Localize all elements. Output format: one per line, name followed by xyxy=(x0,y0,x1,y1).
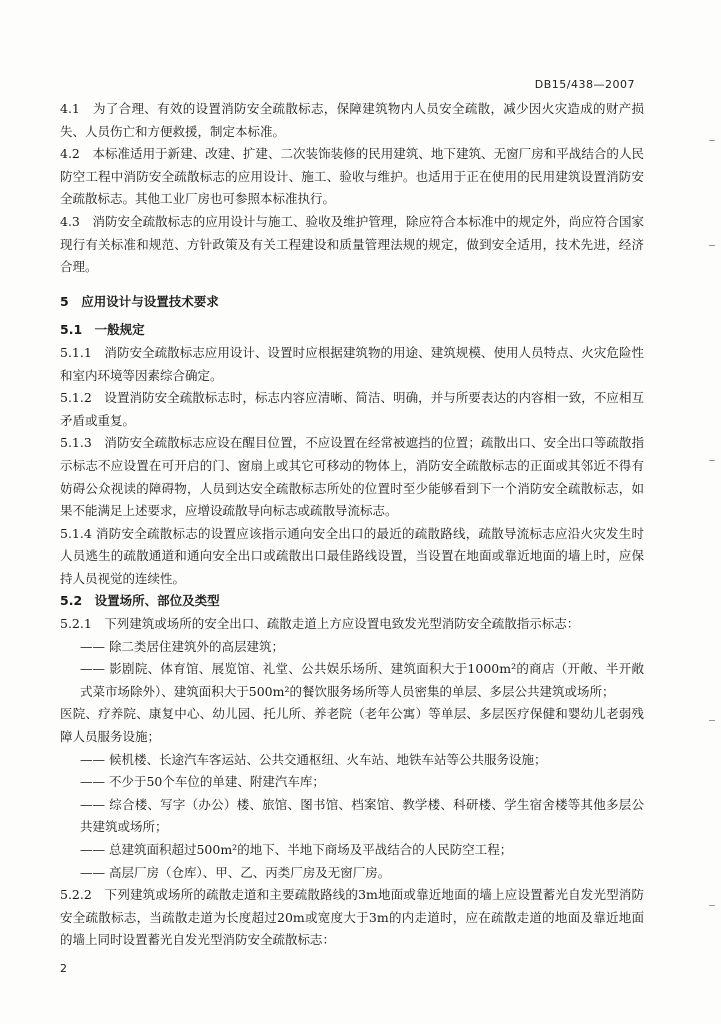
clause-5-1-3: 5.1.3 消防安全疏散标志应设在醒目位置，不应设置在经常被遮挡的位置；疏散出口、安全出口等疏散指示标志不应设置在可开启的门、窗扇上或其它可移动的物体上，消防安全疏散标志的正面或其邻近不得有妨碍公众视读的障碍物，人员到达安全疏散标志所处的位置时至少能够看到下一个消防安全疏散标志，如果不能满足上述要求，应增设疏散导向标志或疏散导流标志。 xyxy=(60,435,644,519)
scan-edge-mark xyxy=(709,245,715,246)
list-item: —— 总建筑面积超过500m²的地下、半地下商场及平战结合的人民防空工程； xyxy=(80,842,513,857)
list-item: —— 除二类居住建筑外的高层建筑； xyxy=(80,638,284,654)
list-item: —— 不少于50个车位的单建、附建汽车库； xyxy=(80,774,325,790)
document-body xyxy=(60,98,644,952)
list-item: —— 高层厂房（仓库）、甲、乙、丙类厂房及无窗厂房。 xyxy=(80,864,391,880)
clause-5-1-2: 5.1.2 设置消防安全疏散标志时，标志内容应清晰、简洁、明确，并与所要表达的内容相一致，不应相互矛盾或重复。 xyxy=(60,390,644,428)
list-item: —— 影剧院、体育馆、展览馆、礼堂、公共娱乐场所、建筑面积大于1000m²的商店（开敞、半开敞式菜市场除外）、建筑面积大于500m²的餐饮服务场所等人员密集的单层、多层公共建筑或场所； xyxy=(80,661,644,699)
section-5-1-heading: 5.1 一般规定 xyxy=(60,322,145,338)
section-5-2-heading: 5.2 设置场所、部位及类型 xyxy=(60,593,220,609)
scan-edge-mark xyxy=(709,460,715,461)
scan-edge-mark xyxy=(709,140,715,141)
clause-5-2-2: 5.2.2 下列建筑或场所的疏散走道和主要疏散路线的3m地面或靠近地面的墙上应设置蓄光自发光型消防安全疏散标志，当疏散走道为长度超过20m或宽度大于3m的内走道时，应在疏散走道的地面及靠近地面的墙上同时设置蓄光自发光型消防安全疏散标志： xyxy=(60,887,644,948)
clause-4-3: 4.3 消防安全疏散标志的应用设计与施工、验收及维护管理，除应符合本标准中的规定外，尚应符合国家现行有关标准和规范、方针政策及有关工程建设和质量管理法规的规定，做到安全适用，技术先进，经济合理。 xyxy=(60,213,644,275)
page-number: 2 xyxy=(60,962,67,975)
document-code: DB15/438—2007 xyxy=(534,78,635,91)
clause-5-1-1: 5.1.1 消防安全疏散标志应用设计、设置时应根据建筑物的用途、建筑规模、使用人员特点、火灾危险性和室内环境等因素综合确定。 xyxy=(60,344,644,383)
scan-edge-mark xyxy=(709,905,715,906)
clause-4-2: 4.2 本标准适用于新建、改建、扩建、二次装饰装修的民用建筑、地下建筑、无窗厂房和平战结合的人民防空工程中消防安全疏散标志的应用设计、施工、验收与维护。也适用于正在使用的民用建筑设置消防安全疏散标志。其他工业厂房也可参照本标准执行。 xyxy=(60,146,644,207)
clause-5-1-4: 5.1.4 消防安全疏散标志的设置应该指示通向安全出口的最近的疏散路线，疏散导流标志应沿火灾发生时人员逃生的疏散通道和通向安全出口或疏散出口最佳路线设置，当设置在地面或靠近地面的墙上时，应保持人员视觉的连续性。 xyxy=(60,525,644,586)
list-item: —— 候机楼、长途汽车客运站、公共交通枢纽、火车站、地铁车站等公共服务设施； xyxy=(80,751,547,767)
list-item: 医院、疗养院、康复中心、幼儿园、托儿所、养老院（老年公寓）等单层、多层医疗保健和婴幼儿老弱残障人员服务设施； xyxy=(60,706,644,745)
scan-edge-mark xyxy=(709,720,715,721)
clause-5-2-1: 5.2.1 下列建筑或场所的安全出口、疏散走道上方应设置电致发光型消防安全疏散指示标志： xyxy=(60,616,580,632)
list-item: —— 综合楼、写字（办公）楼、旅馆、图书馆、档案馆、教学楼、科研楼、学生宿舍楼等其他多层公共建筑或场所； xyxy=(80,796,644,835)
clause-4-1: 4.1 为了合理、有效的设置消防安全疏散标志，保障建筑物内人员安全疏散，减少因火灾造成的财产损失、人员伤亡和方便救援，制定本标准。 xyxy=(60,101,644,139)
section-5-heading: 5 应用设计与设置技术要求 xyxy=(60,293,219,309)
